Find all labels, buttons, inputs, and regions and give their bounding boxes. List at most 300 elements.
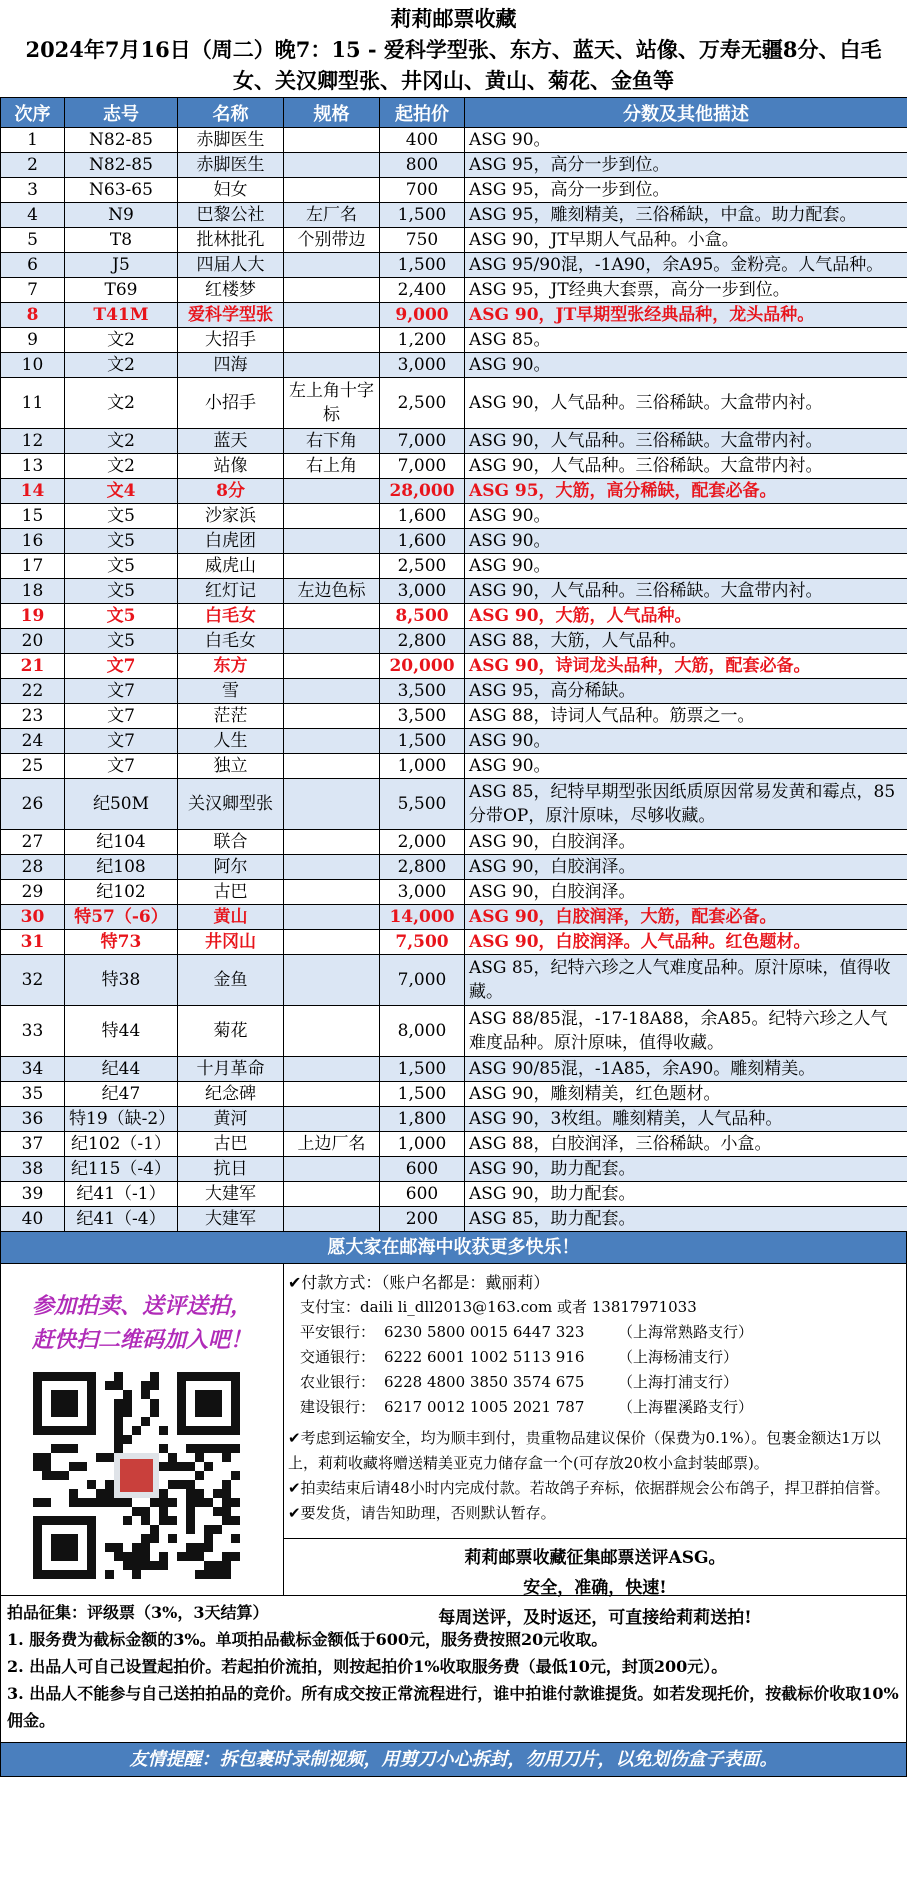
table-row [1,905,907,930]
stamp-spec [284,1057,380,1082]
title-block [0,0,907,97]
lot-number: 31 [1,930,65,955]
lot-number: 6 [1,253,65,278]
lot-description: ASG 85，纪特六珍之人气难度品种。原汁原味，值得收藏。 [465,955,907,1006]
lot-number: 37 [1,1132,65,1157]
stamp-name: 爱科学型张 [178,303,284,328]
collection-item-2: 2. 出品人可自己设置起拍价。若起拍价流拍，则按起拍价1%收取服务费（最低10元，封顶200元）。 [7,1657,728,1676]
lot-description: ASG 90，雕刻精美，红色题材。 [465,1082,907,1107]
table-row [1,1057,907,1082]
stamp-name: 菊花 [178,1006,284,1057]
stamp-spec [284,1182,380,1207]
stamp-code: J5 [65,253,178,278]
lot-description: ASG 90，3枚组。雕刻精美，人气品种。 [465,1107,907,1132]
table-row [1,353,907,378]
start-price: 700 [380,178,465,203]
stamp-code: 纪44 [65,1057,178,1082]
start-price: 2,800 [380,855,465,880]
lot-description: ASG 95，高分稀缺。 [465,679,907,704]
lot-number: 30 [1,905,65,930]
table-row [1,579,907,604]
stamp-code: 文2 [65,328,178,353]
stamp-name: 古巴 [178,1132,284,1157]
table-row [1,629,907,654]
asg-promo [284,1538,906,1633]
check-icon: ✔ [288,1504,301,1522]
bank-branch: （上海打浦支行） [618,1373,739,1391]
stamp-spec [284,128,380,153]
lot-description: ASG 90，助力配套。 [465,1157,907,1182]
stamp-code: 纪41（-4） [65,1207,178,1232]
auction-table [0,97,907,1232]
stamp-spec [284,729,380,754]
start-price: 3,000 [380,353,465,378]
promo-line-1: 参加拍卖、送评送拍， [31,1293,252,1319]
lot-description: ASG 90。 [465,128,907,153]
stamp-spec [284,629,380,654]
lot-description: ASG 88，大筋，人气品种。 [465,629,907,654]
alipay-line: 支付宝：daili li_dll2013@163.com 或者 13817971033 [300,1298,697,1316]
stamp-name: 金鱼 [178,955,284,1006]
stamp-spec [284,554,380,579]
stamp-name: 井冈山 [178,930,284,955]
table-row [1,454,907,479]
start-price: 3,000 [380,880,465,905]
lot-number: 25 [1,754,65,779]
stamp-spec [284,880,380,905]
stamp-code: 纪102（-1） [65,1132,178,1157]
stamp-code: T41M [65,303,178,328]
stamp-spec: 左上角十字标 [284,378,380,429]
stamp-code: 纪115（-4） [65,1157,178,1182]
stamp-code: 文7 [65,704,178,729]
stamp-spec [284,303,380,328]
table-row [1,203,907,228]
bank-line [288,1345,898,1370]
lot-description: ASG 95，高分一步到位。 [465,178,907,203]
stamp-spec [284,479,380,504]
stamp-name: 红灯记 [178,579,284,604]
stamp-spec [284,754,380,779]
stamp-code: 纪104 [65,830,178,855]
start-price: 1,500 [380,203,465,228]
stamp-spec: 上边厂名 [284,1132,380,1157]
lot-description: ASG 95，JT经典大套票，高分一步到位。 [465,278,907,303]
lot-description: ASG 95，高分一步到位。 [465,153,907,178]
lot-description: ASG 90。 [465,554,907,579]
lot-description: ASG 88，诗词人气品种。筋票之一。 [465,704,907,729]
stamp-name: 茫茫 [178,704,284,729]
asg-line-3: 每周送评，及时返还，可直接给莉莉送拍! [438,1608,752,1628]
bank-account: 6228 4800 3850 3574 675 [384,1373,585,1391]
asg-line-2: 安全，准确，快速! [523,1578,667,1598]
stamp-code: 文7 [65,654,178,679]
lot-description: ASG 90，白胶润泽。 [465,830,907,855]
start-price: 7,000 [380,429,465,454]
lot-description: ASG 88/85混，-17-18A88，余A85。纪特六珍之人气难度品种。原汁原味，值得收藏。 [465,1006,907,1057]
stamp-spec [284,328,380,353]
start-price: 200 [380,1207,465,1232]
lot-description: ASG 90，人气品种。三俗稀缺。大盒带内衬。 [465,429,907,454]
shipping-request-note: ✔要发货，请告知助理，否则默认暂存。 [288,1504,556,1522]
start-price: 1,000 [380,1132,465,1157]
stamp-code: 特19（缺-2） [65,1107,178,1132]
lot-description: ASG 95/90混，-1A90，余A95。金粉亮。人气品种。 [465,253,907,278]
lot-description: ASG 90，白胶润泽。人气品种。红色题材。 [465,930,907,955]
lot-number: 14 [1,479,65,504]
stamp-spec [284,1006,380,1057]
lot-number: 40 [1,1207,65,1232]
start-price: 8,500 [380,604,465,629]
stamp-code: 文5 [65,604,178,629]
asg-line-1: 莉莉邮票收藏征集邮票送评ASG。 [464,1548,726,1568]
stamp-code: 文5 [65,529,178,554]
table-row [1,153,907,178]
stamp-spec [284,704,380,729]
stamp-code: 纪102 [65,880,178,905]
table-row [1,930,907,955]
start-price: 1,500 [380,729,465,754]
table-body [1,128,907,1232]
stamp-code: 文5 [65,554,178,579]
lot-description: ASG 90。 [465,504,907,529]
stamp-code: 文7 [65,754,178,779]
stamp-spec: 右上角 [284,454,380,479]
start-price: 2,500 [380,378,465,429]
stamp-spec [284,955,380,1006]
bank-label: 平安银行： [300,1323,376,1341]
stamp-code: N9 [65,203,178,228]
lot-number: 26 [1,779,65,830]
stamp-name: 阿尔 [178,855,284,880]
lot-number: 2 [1,153,65,178]
bank-line [288,1395,898,1420]
start-price: 1,800 [380,1107,465,1132]
stamp-code: N82-85 [65,153,178,178]
page-title: 莉莉邮票收藏 [390,6,517,31]
payment-deadline-note: ✔拍卖结束后请48小时内完成付款。若故鸽子弃标，依据群规会公布鸽子，捍卫群拍信誉。 [288,1479,890,1497]
lot-number: 21 [1,654,65,679]
stamp-name: 独立 [178,754,284,779]
lot-number: 5 [1,228,65,253]
stamp-name: 批林批孔 [178,228,284,253]
lot-number: 23 [1,704,65,729]
start-price: 3,500 [380,704,465,729]
lot-description: ASG 90。 [465,729,907,754]
stamp-spec [284,905,380,930]
stamp-name: 蓝天 [178,429,284,454]
stamp-name: 大建军 [178,1207,284,1232]
stamp-name: 黄河 [178,1107,284,1132]
lot-number: 15 [1,504,65,529]
stamp-spec [284,278,380,303]
lot-description: ASG 90，人气品种。三俗稀缺。大盒带内衬。 [465,454,907,479]
start-price: 7,500 [380,930,465,955]
stamp-code: 文7 [65,679,178,704]
stamp-name: 黄山 [178,905,284,930]
lot-number: 3 [1,178,65,203]
lot-number: 24 [1,729,65,754]
start-price: 5,500 [380,779,465,830]
table-row [1,830,907,855]
wish-banner: 愿大家在邮海中收获更多快乐！ [0,1232,907,1264]
promo-panel [1,1264,284,1595]
col-header-price: 起拍价 [380,98,465,128]
promo-text [1,1289,283,1357]
stamp-name: 雪 [178,679,284,704]
stamp-code: 纪41（-1） [65,1182,178,1207]
collection-title: 拍品征集：评级票（3%，3天结算） [7,1603,269,1622]
stamp-code: 文2 [65,454,178,479]
stamp-code: 特73 [65,930,178,955]
stamp-name: 人生 [178,729,284,754]
lot-description: ASG 85。 [465,328,907,353]
stamp-code: 文2 [65,353,178,378]
stamp-name: 赤脚医生 [178,153,284,178]
lot-description: ASG 90，人气品种。三俗稀缺。大盒带内衬。 [465,579,907,604]
stamp-spec [284,178,380,203]
stamp-name: 大招手 [178,328,284,353]
table-row [1,529,907,554]
lot-number: 28 [1,855,65,880]
bank-branch: （上海常熟路支行） [618,1323,754,1341]
bank-account: 6222 6001 1002 5113 916 [384,1348,585,1366]
table-row [1,554,907,579]
start-price: 2,400 [380,278,465,303]
stamp-name: 站像 [178,454,284,479]
start-price: 9,000 [380,303,465,328]
start-price: 3,000 [380,579,465,604]
stamp-code: 文5 [65,629,178,654]
lot-number: 39 [1,1182,65,1207]
table-row [1,1182,907,1207]
table-row [1,704,907,729]
bank-list [288,1320,898,1420]
lot-description: ASG 90，JT早期人气品种。小盒。 [465,228,907,253]
stamp-name: 大建军 [178,1182,284,1207]
lot-number: 27 [1,830,65,855]
stamp-spec [284,253,380,278]
table-row [1,604,907,629]
payment-title: ✔付款方式：（账户名都是：戴丽莉） [288,1273,550,1292]
start-price: 1,500 [380,1057,465,1082]
stamp-name: 沙家浜 [178,504,284,529]
lot-description: ASG 90，白胶润泽。 [465,855,907,880]
table-row [1,754,907,779]
stamp-spec [284,830,380,855]
stamp-code: 文7 [65,729,178,754]
lot-number: 29 [1,880,65,905]
start-price: 600 [380,1182,465,1207]
stamp-code: 文5 [65,579,178,604]
lot-description: ASG 85，纪特早期型张因纸质原因常易发黄和霉点，85分带OP，原汁原味，尽够收藏。 [465,779,907,830]
bank-branch: （上海瞿溪路支行） [618,1398,754,1416]
start-price: 1,600 [380,504,465,529]
stamp-code: 文4 [65,479,178,504]
lot-number: 7 [1,278,65,303]
bank-account: 6230 5800 0015 6447 323 [384,1323,585,1341]
table-row [1,955,907,1006]
table-row [1,1207,907,1232]
bank-label: 建设银行： [300,1398,376,1416]
check-icon: ✔ [288,1479,301,1497]
start-price: 1,000 [380,754,465,779]
start-price: 2,500 [380,554,465,579]
stamp-name: 联合 [178,830,284,855]
stamp-code: T8 [65,228,178,253]
start-price: 8,000 [380,1006,465,1057]
stamp-name: 东方 [178,654,284,679]
start-price: 600 [380,1157,465,1182]
stamp-code: 纪108 [65,855,178,880]
payment-info [284,1264,906,1628]
lot-number: 38 [1,1157,65,1182]
lot-description: ASG 88，白胶润泽，三俗稀缺。小盒。 [465,1132,907,1157]
table-row [1,429,907,454]
lot-number: 32 [1,955,65,1006]
bank-label: 农业银行： [300,1373,376,1391]
stamp-name: 白毛女 [178,629,284,654]
bank-label: 交通银行： [300,1348,376,1366]
stamp-spec [284,604,380,629]
col-header-spec: 规格 [284,98,380,128]
lot-description: ASG 95，雕刻精美，三俗稀缺，中盒。助力配套。 [465,203,907,228]
start-price: 1,600 [380,529,465,554]
subtitle-line-2: 女、关汉卿型张、井冈山、黄山、菊花、金鱼等 [233,68,674,93]
table-row [1,1107,907,1132]
promo-line-2: 赶快扫二维码加入吧！ [31,1327,252,1353]
lot-number: 36 [1,1107,65,1132]
table-row [1,228,907,253]
col-header-no: 次序 [1,98,65,128]
lot-number: 12 [1,429,65,454]
lot-description: ASG 90/85混，-1A85，余A90。雕刻精美。 [465,1057,907,1082]
table-row [1,729,907,754]
lot-description: ASG 90。 [465,754,907,779]
stamp-code: 纪47 [65,1082,178,1107]
stamp-spec [284,153,380,178]
bank-line [288,1320,898,1345]
bank-line [288,1370,898,1395]
lot-number: 1 [1,128,65,153]
table-row [1,278,907,303]
start-price: 7,000 [380,454,465,479]
stamp-name: 关汉卿型张 [178,779,284,830]
lot-number: 20 [1,629,65,654]
stamp-spec [284,855,380,880]
stamp-name: 古巴 [178,880,284,905]
start-price: 800 [380,153,465,178]
col-header-desc: 分数及其他描述 [465,98,907,128]
start-price: 1,200 [380,328,465,353]
table-row [1,779,907,830]
stamp-code: 特44 [65,1006,178,1057]
stamp-code: 文5 [65,504,178,529]
collection-item-1: 1. 服务费为截标金额的3%。单项拍品截标金额低于600元，服务费按照20元收取。 [7,1630,608,1649]
start-price: 1,500 [380,1082,465,1107]
stamp-code: 特57（-6） [65,905,178,930]
bank-branch: （上海杨浦支行） [618,1348,739,1366]
start-price: 750 [380,228,465,253]
table-row [1,1132,907,1157]
stamp-name: 威虎山 [178,554,284,579]
table-row [1,880,907,905]
start-price: 3,500 [380,679,465,704]
col-header-code: 志号 [65,98,178,128]
lot-description: ASG 90，人气品种。三俗稀缺。大盒带内衬。 [465,378,907,429]
lot-description: ASG 90。 [465,529,907,554]
table-row [1,1082,907,1107]
table-row [1,128,907,153]
lot-description: ASG 90，诗词龙头品种，大筋，配套必备。 [465,654,907,679]
stamp-name: 四届人大 [178,253,284,278]
table-row [1,1157,907,1182]
stamp-code: N82-85 [65,128,178,153]
table-row [1,504,907,529]
table-row [1,1006,907,1057]
lot-number: 11 [1,378,65,429]
stamp-spec [284,930,380,955]
stamp-name: 赤脚医生 [178,128,284,153]
stamp-name: 白虎团 [178,529,284,554]
lot-description: ASG 90，白胶润泽。 [465,880,907,905]
stamp-spec [284,1157,380,1182]
start-price: 7,000 [380,955,465,1006]
lot-number: 16 [1,529,65,554]
stamp-spec [284,1207,380,1232]
collection-item-3: 3. 出品人不能参与自己送拍拍品的竞价。所有成交按正常流程进行，谁中拍谁付款谁提货。如若发现托价，按截标价收取10%佣金。 [7,1684,899,1730]
start-price: 1,500 [380,253,465,278]
stamp-code: T69 [65,278,178,303]
start-price: 2,000 [380,830,465,855]
lot-description: ASG 85，助力配套。 [465,1207,907,1232]
table-header-row [1,98,907,128]
col-header-name: 名称 [178,98,284,128]
shipping-note: ✔考虑到运输安全，均为顺丰到付，贵重物品建议保价（保费为0.1%）。包裹金额达1万以上，莉莉收藏将赠送精美亚克力储存盒一个(可存放20枚小盒封装邮票)。 [288,1429,881,1472]
stamp-spec: 个别带边 [284,228,380,253]
stamp-name: 红楼梦 [178,278,284,303]
start-price: 14,000 [380,905,465,930]
stamp-spec [284,654,380,679]
table-row [1,855,907,880]
stamp-name: 小招手 [178,378,284,429]
lot-number: 9 [1,328,65,353]
stamp-name: 四海 [178,353,284,378]
lot-number: 10 [1,353,65,378]
stamp-name: 抗日 [178,1157,284,1182]
stamp-code: 纪50M [65,779,178,830]
table-row [1,378,907,429]
stamp-name: 巴黎公社 [178,203,284,228]
lot-description: ASG 90，JT早期型张经典品种，龙头品种。 [465,303,907,328]
stamp-name: 纪念碑 [178,1082,284,1107]
footer-reminder: 友情提醒：拆包裹时录制视频，用剪刀小心拆封，勿用刀片，以免划伤盒子表面。 [0,1743,907,1777]
qr-code-icon[interactable] [13,1364,263,1589]
lot-description: ASG 90，白胶润泽，大筋，配套必备。 [465,905,907,930]
lot-number: 33 [1,1006,65,1057]
table-row [1,303,907,328]
lot-number: 34 [1,1057,65,1082]
stamp-name: 十月革命 [178,1057,284,1082]
stamp-spec: 右下角 [284,429,380,454]
table-row [1,178,907,203]
stamp-code: 文2 [65,378,178,429]
table-row [1,253,907,278]
stamp-spec [284,504,380,529]
table-row [1,479,907,504]
stamp-name: 8分 [178,479,284,504]
subtitle-line-1: 2024年7月16日（周二）晚7：15 - 爱科学型张、东方、蓝天、站像、万寿无疆8分、白毛 [25,37,882,62]
